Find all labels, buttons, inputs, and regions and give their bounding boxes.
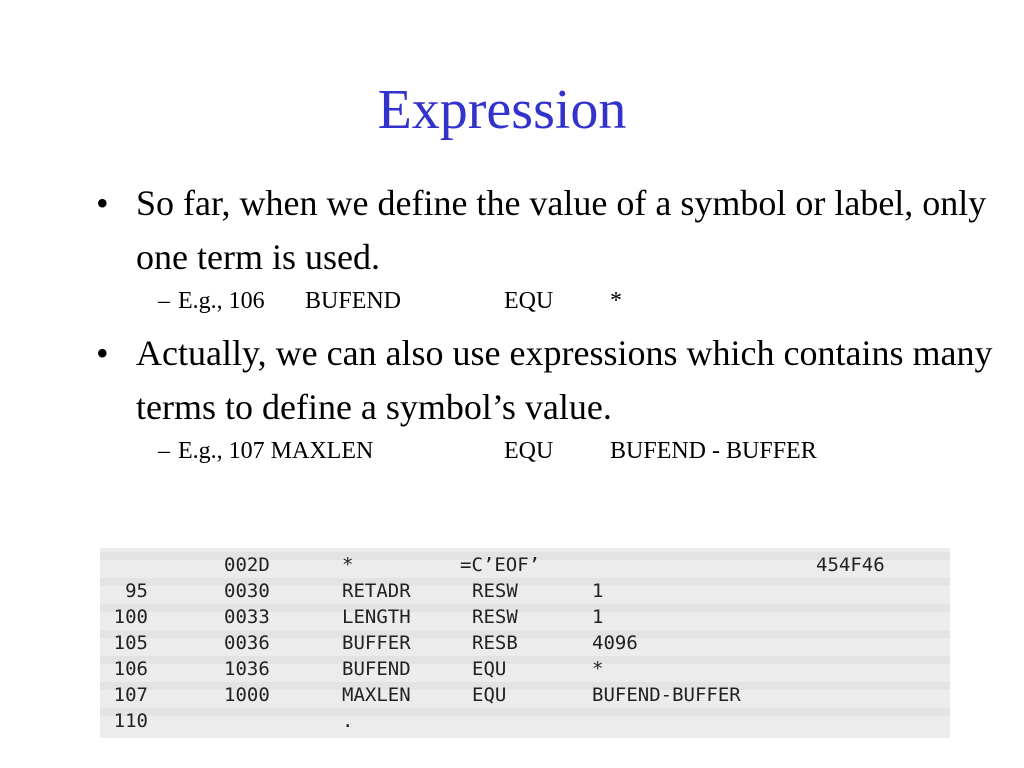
label: * — [342, 554, 354, 576]
sub-bullet-item — [96, 284, 996, 318]
label: LENGTH — [342, 606, 411, 628]
opcode: RESW — [472, 580, 518, 602]
slide-title: Expression — [377, 79, 627, 141]
example-op: EQU — [504, 438, 554, 464]
bullet-item — [96, 176, 996, 284]
opcode: RESW — [472, 606, 518, 628]
opcode: EQU — [472, 658, 507, 680]
object-code: 454F46 — [816, 554, 885, 576]
example-label: BUFEND — [305, 288, 402, 314]
example-prefix: E.g., 107 MAXLEN — [178, 438, 374, 464]
opcode: RESB — [472, 632, 518, 654]
label: MAXLEN — [342, 684, 411, 706]
bullet-item — [96, 326, 996, 434]
sub-bullet-item — [96, 434, 996, 468]
line-number: 110 — [113, 710, 148, 732]
listing-row — [100, 708, 950, 734]
location: 002D — [224, 554, 270, 576]
label: . — [342, 710, 354, 732]
label: BUFEND — [342, 658, 411, 680]
location: 0036 — [224, 632, 270, 654]
operand: 1 — [592, 580, 604, 602]
bullet-dot-icon: • — [96, 333, 109, 373]
location: 0033 — [224, 606, 270, 628]
dash-icon: – — [158, 438, 170, 464]
example-op: EQU — [504, 288, 554, 314]
opcode: =C’EOF’ — [460, 554, 541, 576]
listing-row — [100, 604, 950, 630]
listing-row — [100, 552, 950, 578]
line-number: 100 — [113, 606, 148, 628]
line-number: 106 — [113, 658, 148, 680]
operand: * — [592, 658, 604, 680]
line-number: 105 — [113, 632, 148, 654]
opcode: EQU — [472, 684, 507, 706]
operand: 1 — [592, 606, 604, 628]
bullet-text: Actually, we can also use expressions which contains many terms to define a symbol’s value. — [136, 333, 993, 427]
assembly-listing-image — [100, 548, 950, 738]
location: 1000 — [224, 684, 270, 706]
listing-row — [100, 682, 950, 708]
label: RETADR — [342, 580, 411, 602]
operand: BUFEND-BUFFER — [592, 684, 741, 706]
bullet-list — [96, 176, 996, 468]
dash-icon: – — [158, 288, 170, 314]
bullet-dot-icon: • — [96, 183, 109, 223]
location: 0030 — [224, 580, 270, 602]
operand: 4096 — [592, 632, 638, 654]
label: BUFFER — [342, 632, 411, 654]
listing-row — [100, 630, 950, 656]
line-number: 107 — [113, 684, 148, 706]
listing-row — [100, 578, 950, 604]
example-prefix: E.g., 106 — [178, 288, 265, 314]
location: 1036 — [224, 658, 270, 680]
example-operand: BUFEND - BUFFER — [610, 438, 817, 464]
listing-row — [100, 656, 950, 682]
bullet-text: So far, when we define the value of a symbol or label, only one term is used. — [136, 183, 987, 277]
example-operand: * — [610, 288, 622, 314]
line-number: 95 — [125, 580, 148, 602]
